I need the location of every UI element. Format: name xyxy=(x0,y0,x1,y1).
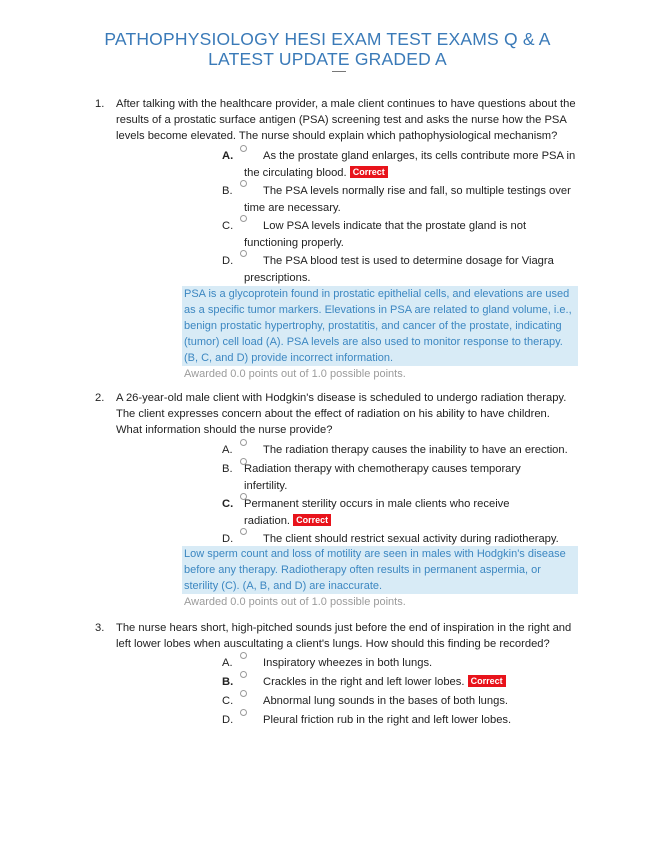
question-number: 1. xyxy=(95,98,105,110)
option-letter: A. xyxy=(222,150,234,162)
option-letter: C. xyxy=(222,695,234,707)
awarded-points: Awarded 0.0 points out of 1.0 possible points. xyxy=(184,368,406,380)
option-text-line1: The client should restrict sexual activity during radiotherapy. xyxy=(263,533,559,545)
option-letter: A. xyxy=(222,444,233,456)
option-text-line1: The PSA blood test is used to determine dosage for Viagra xyxy=(263,255,554,267)
option-letter: A. xyxy=(222,657,233,669)
correct-badge: Correct xyxy=(468,675,506,687)
option-text-line1: The PSA levels normally rise and fall, so multiple testings over xyxy=(263,185,571,197)
option-text-line2: the circulating blood. xyxy=(244,166,347,179)
page-title-line-1: PATHOPHYSIOLOGY HESI EXAM TEST EXAMS Q & A xyxy=(104,29,551,49)
feedback-box: PSA is a glycoprotein found in prostatic epithelial cells, and elevations are used as a specific tumor markers. Elevations in PSA are related to gland volume, i.e., benign prostatic hypertrophy, prostatitis, and cancer of the prostate, indicating (tumor) cell load (A). PSA levels are also used to monitor response to therapy. (B, C, and D) provide incorrect information. xyxy=(182,286,578,366)
question-3 xyxy=(95,620,579,652)
question-stem: The nurse hears short, high-pitched sounds just before the end of inspiration in the right and left lower lobes when auscultating a client's lungs. How should this finding be recorded? xyxy=(116,622,572,650)
page-title-line-2: LATEST UPDATE GRADED A xyxy=(208,49,447,69)
option-text-line2: prescriptions. xyxy=(244,271,311,284)
feedback-box: Low sperm count and loss of motility are seen in males with Hodgkin's disease before any therapy. Radiotherapy often results in permanent aspermia, or sterility (C). (A, B, and D) are inaccurate. xyxy=(182,546,578,594)
option-text-line1: Low PSA levels indicate that the prostate gland is not xyxy=(263,220,527,232)
option-letter: D. xyxy=(222,255,234,267)
option-text-line1: As the prostate gland enlarges, its cells contribute more PSA in xyxy=(263,150,576,162)
option-text-line1: Abnormal lung sounds in the bases of both lungs. xyxy=(263,695,509,707)
option-letter: B. xyxy=(222,463,233,475)
option-text-line2: infertility. xyxy=(244,479,288,492)
awarded-points: Awarded 0.0 points out of 1.0 possible points. xyxy=(184,596,406,608)
option-letter: B. xyxy=(222,185,233,197)
option-text-line1: The radiation therapy causes the inability to have an erection. xyxy=(263,444,568,456)
option-letter: B. xyxy=(222,676,234,688)
option-letter: C. xyxy=(222,220,234,232)
question-number: 2. xyxy=(95,392,105,404)
correct-badge: Correct xyxy=(350,166,388,178)
question-number: 3. xyxy=(95,622,105,634)
question-2 xyxy=(95,390,579,438)
option-text-line1: Permanent sterility occurs in male clients who receive xyxy=(244,498,510,510)
option-letter: C. xyxy=(222,498,234,510)
option-letter: D. xyxy=(222,714,234,726)
option-text-line2: time are necessary. xyxy=(244,201,341,214)
question-1 xyxy=(95,96,579,144)
option-text-line2: functioning properly. xyxy=(244,236,344,249)
title-divider xyxy=(332,71,346,72)
option-text-line1: Radiation therapy with chemotherapy causes temporary xyxy=(244,463,521,475)
correct-badge: Correct xyxy=(293,514,331,526)
option-text-line2: radiation. xyxy=(244,514,291,527)
option-text-line1: Inspiratory wheezes in both lungs. xyxy=(263,657,433,669)
option-text-line1: Pleural friction rub in the right and left lower lobes. xyxy=(263,714,512,726)
option-letter: D. xyxy=(222,533,234,545)
option-text-line1: Crackles in the right and left lower lobes. xyxy=(263,676,465,688)
question-stem: After talking with the healthcare provider, a male client continues to have questions about the results of a prostatic surface antigen (PSA) screening test and asks the nurse how the PSA levels become elevated. The nurse should explain which pathophysiological mechanism? xyxy=(116,98,576,142)
question-stem: A 26-year-old male client with Hodgkin's disease is scheduled to undergo radiation therapy. The client expresses concern about the effect of radiation on his ability to have children. What information should the nurse provide? xyxy=(116,392,567,436)
